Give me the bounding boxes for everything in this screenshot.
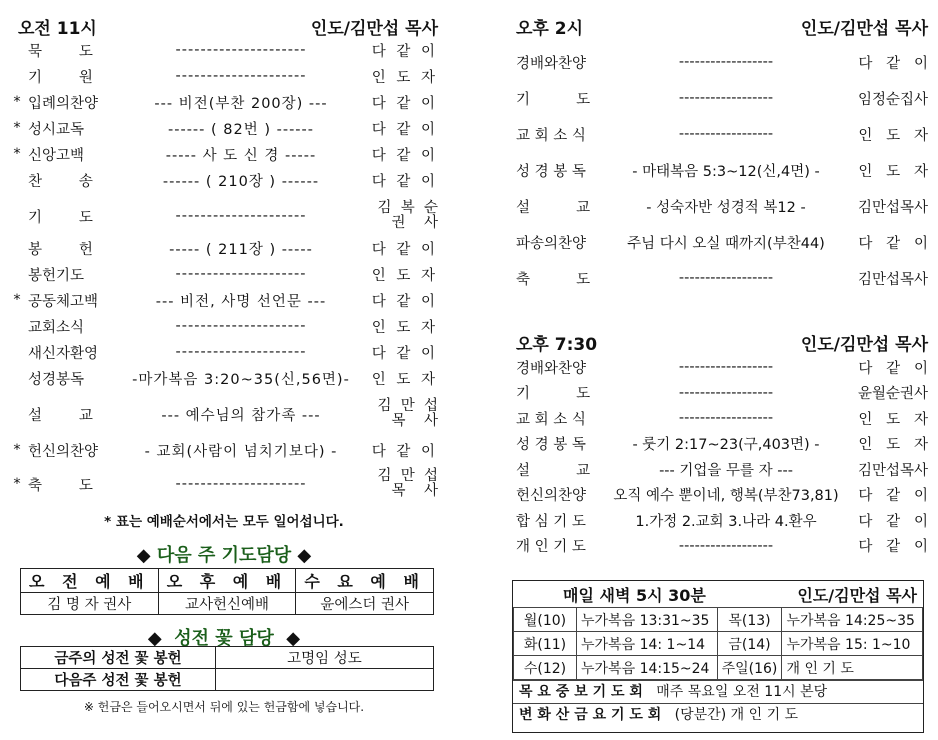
dawn-text: 개 인 기 도	[782, 656, 923, 680]
person-name: 김 만 섭	[377, 468, 438, 484]
diamond-icon: ◆	[297, 545, 312, 566]
dawn-day: 월(10)	[514, 608, 577, 632]
order-label: 성경봉독	[28, 371, 85, 388]
order-detail: ---------------------	[175, 476, 307, 492]
order-item	[10, 142, 438, 166]
order-detail: ----- ( 211장 ) -----	[169, 241, 313, 258]
order-label: 개 인 기 도	[516, 539, 586, 555]
order-person: 임정순집사	[857, 91, 928, 108]
order-detail: - 교회(사람이 넘치기보다) -	[144, 443, 338, 460]
order-label: 성 경 봉 독	[516, 437, 586, 453]
flowers-table	[20, 646, 434, 691]
order-label: 새신자환영	[28, 345, 99, 362]
order-detail: ---------------------	[175, 344, 307, 360]
order-label: 신앙고백	[28, 147, 85, 164]
dawn-extra-item	[513, 703, 923, 726]
dawn-extra-item	[513, 680, 923, 703]
afternoon-leader: 인도/김만섭 목사	[800, 19, 928, 39]
flowers-row	[21, 647, 434, 669]
order-label: 경배와찬양	[516, 55, 587, 72]
order-person: 인 도 자	[858, 127, 928, 144]
order-person: 인 도 자	[858, 163, 928, 180]
order-item	[516, 534, 928, 558]
dawn-text: 누가복음 13:31~35	[577, 608, 717, 632]
flowers-value: 고명임 성도	[216, 647, 434, 669]
order-item	[10, 168, 438, 192]
header-pm: 오 후 예 배	[158, 569, 296, 593]
dawn-text: 누가복음 14:25~35	[782, 608, 923, 632]
dawn-day: 금(14)	[717, 632, 782, 656]
order-person: 인 도 자	[371, 267, 438, 284]
order-person: 다 같 이	[858, 513, 928, 530]
order-item	[516, 230, 928, 254]
order-detail: --- 기업을 무를 자 ---	[659, 462, 793, 479]
dawn-table	[513, 607, 923, 680]
order-person: 다 같 이	[371, 241, 438, 258]
order-label: 헌신의찬양	[28, 443, 99, 460]
order-person: 김만섭목사	[857, 271, 928, 288]
standing-star: *	[13, 120, 21, 136]
order-item	[516, 194, 928, 218]
order-detail: --- 예수님의 참가족 ---	[161, 407, 321, 424]
order-person	[362, 201, 438, 231]
order-detail: ------------------	[678, 359, 774, 375]
order-detail: --- 비전, 사명 선언문 ---	[155, 293, 327, 310]
order-item	[10, 116, 438, 140]
dawn-header	[513, 581, 923, 607]
dawn-day: 주일(16)	[717, 656, 782, 680]
order-detail: ------------------	[678, 54, 774, 70]
order-item	[10, 90, 438, 114]
dawn-row	[514, 608, 923, 632]
order-label: 경배와찬양	[516, 360, 587, 377]
order-person: 김만섭목사	[857, 199, 928, 216]
diamond-icon: ◆	[136, 545, 151, 566]
standing-star: *	[13, 476, 21, 492]
dawn-text: 누가복음 14: 1~14	[577, 632, 717, 656]
order-person: 다 같 이	[858, 488, 928, 504]
order-detail: ------ ( 210장 ) ------	[162, 173, 320, 190]
dawn-day: 수(12)	[514, 656, 577, 680]
next-week-table	[20, 568, 434, 615]
order-detail: ---------------------	[175, 266, 307, 282]
order-item	[516, 508, 928, 532]
afternoon-title: 오후 2시	[516, 19, 584, 39]
order-person: 인 도 자	[371, 69, 438, 86]
order-item	[516, 406, 928, 430]
dawn-day: 화(11)	[514, 632, 577, 656]
value-pm: 교사헌신예배	[158, 593, 296, 615]
next-week-value-row	[21, 593, 434, 615]
order-person: 김만섭목사	[857, 462, 928, 479]
dawn-extra-list	[513, 680, 923, 726]
dawn-row	[514, 632, 923, 656]
order-item	[10, 38, 438, 62]
evening-leader: 인도/김만섭 목사	[800, 335, 928, 355]
dawn-text: 누가복음 15: 1~10	[782, 632, 923, 656]
standing-star: *	[13, 442, 21, 458]
diamond-icon: ◆	[147, 628, 162, 649]
order-label: 성 경 봉 독	[516, 163, 586, 180]
order-item	[516, 158, 928, 182]
order-item	[516, 457, 928, 481]
order-detail: --- 비전(부찬 200장) ---	[154, 95, 328, 112]
order-item	[10, 64, 438, 88]
person-name: 김 만 섭	[377, 398, 438, 414]
dawn-extra-text: 매주 목요일 오전 11시 본당	[656, 684, 828, 700]
order-label: 교 회 소 식	[516, 411, 586, 428]
order-label: 합 심 기 도	[516, 513, 586, 530]
dawn-text: 누가복음 14:15~24	[577, 656, 717, 680]
evening-header	[516, 330, 928, 355]
order-label: 파송의찬양	[516, 235, 587, 252]
order-detail: -마가복음 3:20~35(신,56면)-	[132, 371, 350, 388]
diamond-icon: ◆	[286, 628, 301, 649]
order-label: 봉 헌	[28, 241, 93, 258]
order-item	[10, 394, 438, 434]
order-detail: ---------------------	[175, 42, 307, 58]
dawn-row	[514, 656, 923, 680]
person-title: 목 사	[391, 483, 438, 499]
flowers-title-text: 성전 꽃 담당	[174, 628, 274, 649]
order-label: 헌신의찬양	[516, 488, 587, 504]
evening-title: 오후 7:30	[516, 335, 598, 355]
order-item	[516, 381, 928, 405]
header-wed: 수 요 예 배	[296, 569, 434, 593]
flowers-label: 금주의 성전 꽃 봉헌	[21, 647, 216, 669]
morning-leader: 인도/김만섭 목사	[310, 19, 438, 39]
order-label: 설 교	[516, 462, 591, 479]
order-label: 교회소식	[28, 319, 85, 336]
order-item	[10, 464, 438, 504]
order-person: 다 같 이	[858, 55, 928, 72]
offering-note: ※ 헌금은 들어오시면서 뒤에 있는 헌금함에 넣습니다.	[83, 700, 365, 714]
order-detail: ------------------	[678, 90, 774, 106]
order-person: 다 같 이	[858, 539, 928, 555]
person-title: 목 사	[391, 413, 438, 429]
dawn-title: 매일 새벽 5시 30분	[563, 585, 706, 605]
order-label: 성시교독	[28, 121, 85, 138]
order-person: 윤월순권사	[857, 386, 928, 402]
order-item	[516, 483, 928, 507]
order-person: 다 같 이	[371, 43, 438, 60]
person-name: 김 복 순	[377, 200, 438, 216]
morning-header	[18, 14, 438, 39]
order-detail: - 마태복음 5:3~12(신,4면) -	[632, 163, 820, 180]
order-item	[10, 340, 438, 364]
morning-title: 오전 11시	[18, 19, 97, 39]
order-person: 다 같 이	[371, 345, 438, 362]
order-detail: ------------------	[678, 410, 774, 426]
order-label: 찬 송	[28, 173, 93, 190]
order-item	[10, 288, 438, 312]
order-label: 기 도	[516, 91, 591, 108]
order-label: 설 교	[28, 407, 93, 424]
order-label: 설 교	[516, 199, 591, 216]
order-detail: ---------------------	[175, 208, 307, 224]
dawn-leader: 인도/김만섭 목사	[797, 585, 917, 605]
order-item	[516, 86, 928, 110]
dawn-day: 목(13)	[717, 608, 782, 632]
order-label: 축 도	[28, 477, 93, 494]
person-title: 권 사	[391, 215, 438, 231]
dawn-extra-text: (당분간) 개 인 기 도	[674, 707, 799, 723]
order-item	[516, 122, 928, 146]
order-label: 교 회 소 식	[516, 127, 586, 144]
order-label: 기 도	[516, 386, 591, 402]
afternoon-header	[516, 14, 928, 39]
order-person	[362, 399, 438, 429]
order-item	[516, 355, 928, 379]
order-label: 묵 도	[28, 43, 93, 60]
order-detail: ------------------	[678, 384, 774, 401]
order-label: 기 원	[28, 69, 93, 86]
order-item	[10, 196, 438, 236]
order-person: 다 같 이	[371, 293, 438, 310]
order-item	[10, 366, 438, 390]
order-person: 다 같 이	[371, 147, 438, 164]
order-detail: 오직 예수 뿐이네, 행복(부찬73,81)	[613, 488, 839, 504]
order-person: 다 같 이	[371, 443, 438, 460]
order-person: 다 같 이	[371, 95, 438, 112]
order-detail: ----- 사 도 신 경 -----	[165, 147, 317, 164]
order-item	[10, 438, 438, 462]
order-item	[10, 262, 438, 286]
order-detail: 주님 다시 오실 때까지(부찬44)	[627, 235, 825, 252]
value-wed: 윤에스더 권사	[296, 593, 434, 615]
order-label: 축 도	[516, 271, 591, 288]
order-item	[516, 432, 928, 456]
order-detail: ------------------	[678, 126, 774, 142]
standing-note: * 표는 예배순서에서는 모두 일어섭니다.	[104, 514, 344, 530]
order-detail: - 성숙자반 성경적 복12 -	[646, 199, 806, 216]
order-person: 인 도 자	[858, 411, 928, 428]
order-person: 다 같 이	[371, 173, 438, 190]
standing-star: *	[13, 292, 21, 308]
order-person: 인 도 자	[371, 371, 438, 388]
order-person: 인 도 자	[371, 319, 438, 336]
order-person: 다 같 이	[371, 121, 438, 138]
dawn-extra-label: 목 요 중 보 기 도 회	[519, 684, 643, 700]
order-item	[10, 314, 438, 338]
order-label: 기 도	[28, 209, 93, 226]
order-label: 입례의찬양	[28, 95, 99, 112]
order-item	[516, 50, 928, 74]
flowers-value	[216, 669, 434, 691]
order-item	[516, 266, 928, 290]
order-item	[10, 236, 438, 260]
order-label: 봉헌기도	[28, 267, 85, 284]
standing-star: *	[13, 94, 21, 110]
order-detail: ---------------------	[175, 68, 307, 84]
dawn-prayer-box	[512, 580, 924, 733]
order-person: 다 같 이	[858, 360, 928, 377]
order-detail: - 룻기 2:17~23(구,403면) -	[632, 437, 820, 453]
order-detail: ---------------------	[175, 318, 307, 334]
next-week-header-row	[21, 569, 434, 593]
header-am: 오 전 예 배	[21, 569, 159, 593]
order-person: 다 같 이	[858, 235, 928, 252]
value-am: 김 명 자 권사	[21, 593, 159, 615]
order-label: 공동체고백	[28, 293, 99, 310]
dawn-extra-label: 변 화 산 금 요 기 도 회	[519, 707, 662, 723]
order-person	[362, 469, 438, 499]
order-person: 인 도 자	[858, 437, 928, 453]
flowers-label: 다음주 성전 꽃 봉헌	[21, 669, 216, 691]
flowers-row	[21, 669, 434, 691]
order-detail: ------------------	[678, 537, 774, 554]
next-week-title	[10, 541, 438, 567]
standing-star: *	[13, 146, 21, 162]
order-detail: ------------------	[678, 270, 774, 286]
next-week-title-text: 다음 주 기도담당	[156, 545, 292, 566]
order-detail: ------ ( 82번 ) ------	[168, 121, 314, 138]
order-detail: 1.가정 2.교회 3.나라 4.환우	[635, 513, 817, 530]
